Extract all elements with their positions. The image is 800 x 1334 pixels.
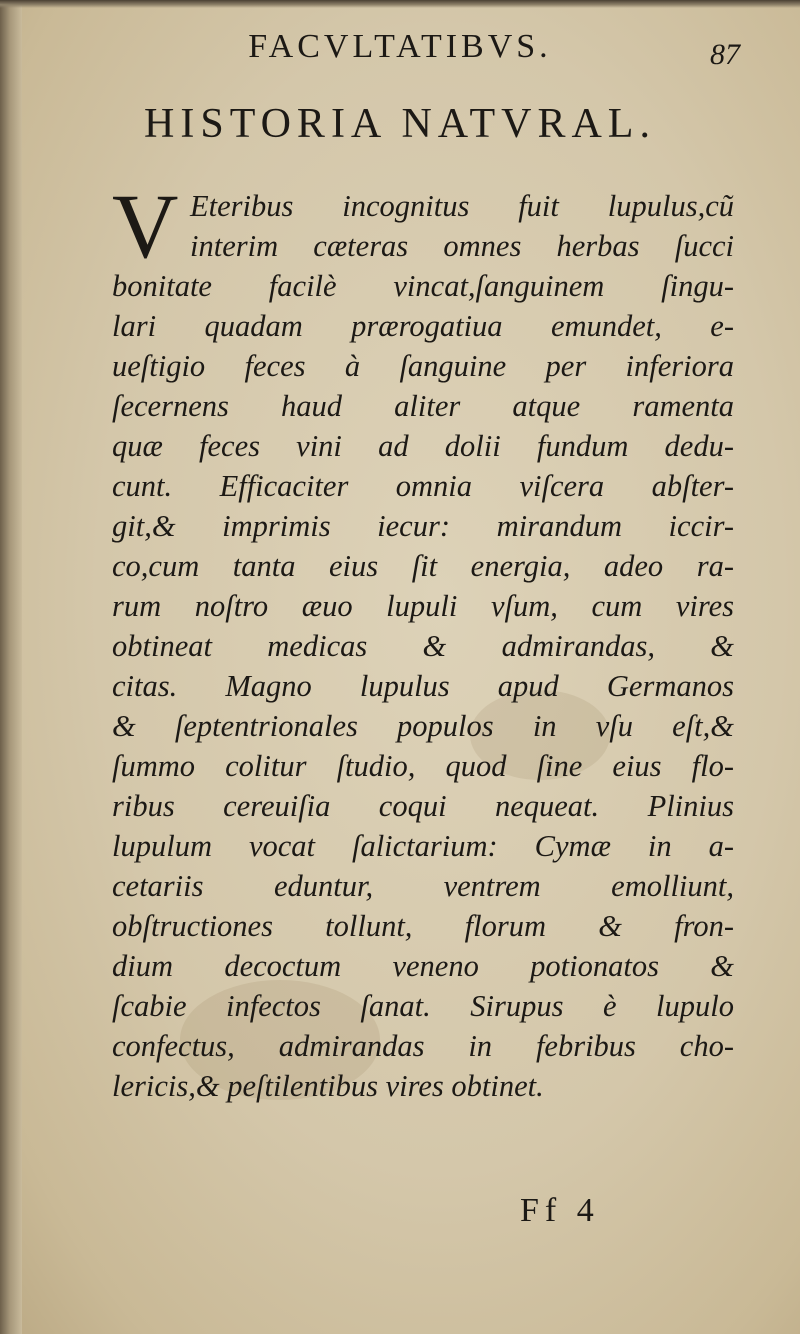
text-line: ſecernens haud aliter atque ramenta <box>112 389 734 423</box>
page-gutter <box>0 0 22 1334</box>
text-line: cetariis eduntur, ventrem emolliunt, <box>112 869 734 903</box>
signature-mark: Ff 4 <box>520 1192 600 1229</box>
text-line: bonitate facilè vincat,ſanguinem ſingu- <box>112 269 734 303</box>
text-line: lari quadam prærogatiua emundet, e- <box>112 309 734 343</box>
text-line: ribus cereuiſia coqui nequeat. Plinius <box>112 789 734 823</box>
text-line: obſtructiones tollunt, florum & fron- <box>112 909 734 943</box>
text-line: & ſeptentrionales populos in vſu eſt,& <box>112 709 734 743</box>
text-line: rum noſtro æuo lupuli vſum, cum vires <box>112 589 734 623</box>
text-line: ueſtigio feces à ſanguine per inferiora <box>112 349 734 383</box>
text-line: lericis,& peſtilentibus vires obtinet. <box>112 1069 544 1103</box>
text-line: ſummo colitur ſtudio, quod ſine eius flo- <box>112 749 734 783</box>
text-line: dium decoctum veneno potionatos & <box>112 949 734 983</box>
text-line: cunt. Efficaciter omnia viſcera abſter- <box>112 469 734 503</box>
text-line: obtineat medicas & admirandas, & <box>112 629 734 663</box>
text-line: Eteribus incognitus fuit lupulus,cũ <box>190 189 734 223</box>
text-line: quæ feces vini ad dolii fundum dedu- <box>112 429 734 463</box>
page-top-edge <box>0 0 800 8</box>
text-line: lupulum vocat ſalictarium: Cymæ in a- <box>112 829 734 863</box>
text-line: git,& imprimis iecur: mirandum iccir- <box>112 509 734 543</box>
section-title: HISTORIA NATVRAL. <box>144 101 656 147</box>
body-text <box>112 175 734 1106</box>
text-line: ſcabie infectos ſanat. Sirupus è lupulo <box>112 989 734 1023</box>
text-line: confectus, admirandas in febribus cho- <box>112 1029 734 1063</box>
text-line: interim cæteras omnes herbas ſucci <box>190 229 734 263</box>
running-head: FACVLTATIBVS. <box>248 28 552 65</box>
page-number: 87 <box>710 38 740 71</box>
drop-cap: V <box>112 175 179 277</box>
text-line: co,cum tanta eius ſit energia, adeo ra- <box>112 549 734 583</box>
text-line: citas. Magno lupulus apud Germanos <box>112 669 734 703</box>
